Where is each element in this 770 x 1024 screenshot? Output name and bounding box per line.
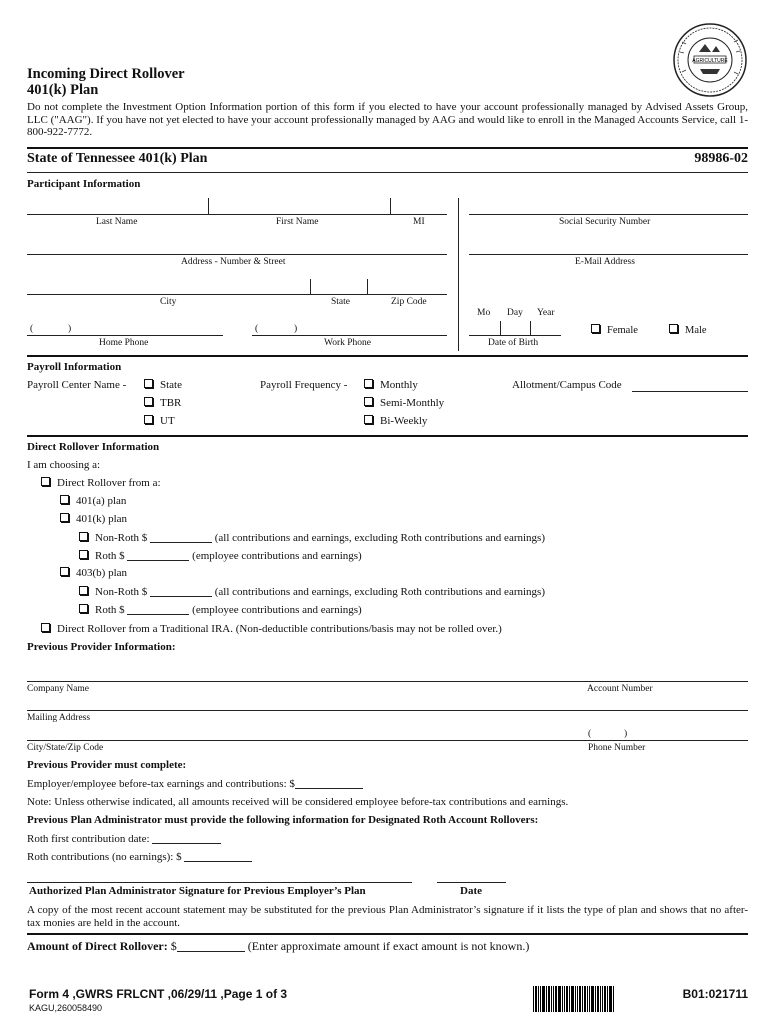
phone-paren-open: (	[588, 729, 592, 739]
center-label: State	[160, 379, 182, 391]
frequency-checkbox[interactable]	[364, 397, 373, 406]
plan-number: 98986-02	[694, 151, 748, 166]
amount-field[interactable]	[177, 940, 245, 952]
field-separator	[367, 279, 368, 294]
non-roth-label: Non-Roth $	[95, 532, 148, 544]
home-phone-field[interactable]	[27, 335, 223, 336]
amount-label: Amount of Direct Rollover:	[27, 939, 168, 953]
form-id: Form 4 ,GWRS FRLCNT ,06/29/11 ,Page 1 of 3	[29, 987, 288, 1001]
rollover-checkbox[interactable]	[41, 477, 50, 486]
female-checkbox[interactable]	[591, 324, 600, 333]
roth-checkbox[interactable]	[79, 550, 88, 559]
barcode-bar	[562, 986, 563, 1012]
non-roth-403b-option[interactable]	[79, 585, 545, 598]
barcode-bar	[587, 986, 588, 1012]
barcode-bar	[540, 986, 541, 1012]
payroll-heading: Payroll Information	[27, 361, 122, 373]
roth-amount-field[interactable]	[127, 603, 189, 615]
barcode-bar	[589, 986, 590, 1012]
female-option[interactable]	[591, 324, 638, 336]
allotment-label: Allotment/Campus Code	[512, 379, 622, 391]
roth-first-label: Roth first contribution date:	[27, 833, 150, 845]
allotment-field[interactable]	[632, 391, 748, 392]
signature-field[interactable]	[27, 882, 412, 883]
ira-option[interactable]	[41, 623, 502, 635]
barcode-bar	[564, 986, 565, 1012]
frequency-option-monthly[interactable]	[364, 379, 418, 391]
must-complete-heading: Previous Provider must complete:	[27, 759, 187, 771]
frequency-option-biweekly[interactable]	[364, 415, 427, 427]
work-phone-label: Work Phone	[324, 338, 371, 348]
email-field[interactable]	[469, 254, 748, 255]
barcode-bar	[555, 986, 557, 1012]
barcode-bar	[579, 986, 581, 1012]
work-phone-paren-open: (	[255, 324, 259, 334]
barcode-bar	[591, 986, 594, 1012]
roth-checkbox[interactable]	[79, 604, 88, 613]
city-state-zip-label: City/State/Zip Code	[27, 743, 104, 753]
plan-checkbox[interactable]	[60, 513, 69, 522]
barcode-bar	[584, 986, 586, 1012]
roth-first-row	[27, 832, 221, 845]
frequency-option-semimonthly[interactable]	[364, 397, 444, 409]
home-phone-paren-close: )	[68, 324, 72, 334]
mi-label: MI	[413, 217, 425, 227]
plan-label: 403(b) plan	[76, 567, 128, 579]
non-roth-amount-field[interactable]	[150, 531, 212, 543]
frequency-label: Bi-Weekly	[380, 415, 428, 427]
non-roth-note: (all contributions and earnings, excluding Roth contributions and earnings)	[214, 586, 545, 598]
divider	[27, 172, 748, 173]
company-label: Company Name	[27, 684, 90, 694]
non-roth-401k-option[interactable]	[79, 531, 545, 544]
day-label: Day	[507, 308, 523, 318]
divider	[27, 147, 748, 149]
company-field[interactable]	[27, 681, 748, 682]
divider	[27, 355, 748, 357]
address-field[interactable]	[27, 254, 447, 255]
amount-row	[27, 939, 529, 954]
roth-contrib-row	[27, 850, 252, 863]
barcode-bar	[546, 986, 547, 1012]
employer-contrib-label: Employer/employee before-tax earnings and contributions: $	[27, 778, 295, 790]
plan-401k-option[interactable]	[60, 513, 127, 525]
ssn-field[interactable]	[469, 214, 748, 215]
barcode-bar	[613, 986, 614, 1012]
provider-heading: Previous Provider Information:	[27, 641, 176, 653]
copy-note: A copy of the most recent account statement may be substituted for the previous Plan Administrator’s signature if it lists the type of plan and shows that no after-tax monies are held in the account.	[27, 904, 748, 929]
home-phone-label: Home Phone	[99, 338, 149, 348]
rollover-from-option[interactable]	[41, 477, 161, 489]
barcode-bar	[551, 986, 552, 1012]
mailing-label: Mailing Address	[27, 713, 91, 723]
barcode-bar	[538, 986, 539, 1012]
signature-label: Authorized Plan Administrator Signature for Previous Employer’s Plan	[29, 885, 366, 897]
note-text: Note: Unless otherwise indicated, all amounts received will be considered employee before-tax contributions and earnings.	[27, 796, 569, 808]
rollover-label: Direct Rollover from a:	[57, 477, 161, 489]
year-label: Year	[537, 308, 555, 318]
barcode-bar	[548, 986, 550, 1012]
center-label: TBR	[160, 397, 182, 409]
non-roth-label: Non-Roth $	[95, 586, 148, 598]
barcode-bar	[542, 986, 545, 1012]
dob-field[interactable]	[469, 335, 561, 336]
frequency-checkbox[interactable]	[364, 379, 373, 388]
barcode-bar	[575, 986, 576, 1012]
roth-403b-option[interactable]	[79, 603, 362, 616]
seal-text: AGRICULTURE	[692, 58, 728, 64]
non-roth-checkbox[interactable]	[79, 532, 88, 541]
barcode-bar	[571, 986, 574, 1012]
roth-amount-field[interactable]	[127, 549, 189, 561]
last-name-label: Last Name	[96, 217, 138, 227]
state-seal-icon	[672, 22, 748, 98]
amount-dollar: $	[170, 939, 177, 953]
account-label: Account Number	[587, 684, 653, 694]
divider	[27, 933, 748, 935]
roth-contrib-label: Roth contributions (no earnings): $	[27, 851, 182, 863]
kagu-code: KAGU,260058490	[29, 1003, 103, 1013]
form-code: B01:021711	[682, 987, 748, 1001]
ira-label: Direct Rollover from a Traditional IRA. (Non-deductible contributions/basis may not be rolled over.)	[57, 623, 502, 635]
roth-401k-option[interactable]	[79, 549, 362, 562]
center-option-tbr[interactable]	[144, 397, 181, 409]
form-subtitle: 401(k) Plan	[27, 82, 99, 98]
non-roth-note: (all contributions and earnings, excluding Roth contributions and earnings)	[214, 532, 545, 544]
plan-label: 401(k) plan	[76, 513, 128, 525]
mailing-field[interactable]	[27, 710, 748, 711]
date-field[interactable]	[437, 882, 506, 883]
phone-paren-close: )	[624, 729, 628, 739]
frequency-checkbox[interactable]	[364, 415, 373, 424]
amount-note: (Enter approximate amount if exact amount is not known.)	[247, 939, 530, 953]
barcode-bar	[533, 986, 534, 1012]
barcode-bar	[566, 986, 568, 1012]
date-label: Date	[460, 885, 482, 897]
participant-heading: Participant Information	[27, 178, 141, 190]
roth-note: (employee contributions and earnings)	[192, 550, 362, 562]
ssn-label: Social Security Number	[559, 217, 651, 227]
field-separator	[390, 198, 391, 214]
name-field[interactable]	[27, 214, 447, 215]
roth-contrib-field[interactable]	[184, 850, 252, 862]
male-label: Male	[685, 325, 707, 336]
city-label: City	[160, 297, 177, 307]
field-separator	[500, 321, 501, 335]
frequency-label: Monthly	[380, 379, 418, 391]
intro-paragraph: Do not complete the Investment Option Information portion of this form if you elected to have your account professionally managed by Advised Assets Group, LLC ("AAG"). If you have not yet elected to have your account professionally managed by AAG and would like to enroll in the Managed Accounts Service, call 1-800-922-7772.	[27, 101, 748, 138]
center-option-state[interactable]	[144, 379, 182, 391]
barcode-bar	[607, 986, 608, 1012]
roth-label: Roth $	[95, 604, 125, 616]
rollover-heading: Direct Rollover Information	[27, 441, 160, 453]
center-label: UT	[160, 415, 175, 427]
employer-contrib-row	[27, 777, 363, 790]
plan-label: 401(a) plan	[76, 495, 127, 507]
ira-checkbox[interactable]	[41, 623, 50, 632]
roth-first-field[interactable]	[152, 832, 221, 844]
male-checkbox[interactable]	[669, 324, 678, 333]
frequency-label: Semi-Monthly	[380, 397, 445, 409]
zip-label: Zip Code	[391, 297, 427, 307]
barcode-bar	[582, 986, 583, 1012]
mo-label: Mo	[477, 308, 491, 318]
plan-checkbox[interactable]	[60, 567, 69, 576]
phone-label: Phone Number	[588, 743, 646, 753]
first-name-label: First Name	[276, 217, 319, 227]
plan-name: State of Tennessee 401(k) Plan	[27, 151, 208, 166]
city-field[interactable]	[27, 294, 447, 295]
roth-note: (employee contributions and earnings)	[192, 604, 362, 616]
barcode-bar	[553, 986, 554, 1012]
barcode-bar	[600, 986, 601, 1012]
center-checkbox[interactable]	[144, 397, 153, 406]
column-divider	[458, 198, 459, 351]
form-title: Incoming Direct Rollover	[27, 66, 185, 82]
home-phone-paren-open: (	[30, 324, 34, 334]
barcode-bar	[535, 986, 537, 1012]
barcode-bar	[602, 986, 603, 1012]
plan-checkbox[interactable]	[60, 495, 69, 504]
barcode-bar	[609, 986, 612, 1012]
admin-heading: Previous Plan Administrator must provide the following information for Designated Roth Account Rollovers:	[27, 814, 539, 826]
roth-label: Roth $	[95, 550, 125, 562]
dob-label: Date of Birth	[488, 338, 539, 348]
payroll-frequency-label: Payroll Frequency -	[260, 379, 348, 391]
barcode-bar	[597, 986, 599, 1012]
center-checkbox[interactable]	[144, 379, 153, 388]
barcode-bar	[569, 986, 570, 1012]
field-separator	[310, 279, 311, 294]
field-separator	[530, 321, 531, 335]
center-option-ut[interactable]	[144, 415, 175, 427]
barcode-bar	[604, 986, 606, 1012]
non-roth-amount-field[interactable]	[150, 585, 212, 597]
center-checkbox[interactable]	[144, 415, 153, 424]
address-label: Address - Number & Street	[181, 257, 286, 267]
choosing-text: I am choosing a:	[27, 459, 101, 471]
work-phone-paren-close: )	[294, 324, 298, 334]
plan-403b-option[interactable]	[60, 567, 127, 579]
payroll-center-label: Payroll Center Name -	[27, 379, 127, 391]
city-state-zip-field[interactable]	[27, 740, 748, 741]
employer-contrib-field[interactable]	[295, 777, 363, 789]
email-label: E-Mail Address	[575, 257, 635, 267]
state-label: State	[331, 297, 350, 307]
female-label: Female	[607, 325, 638, 336]
male-option[interactable]	[669, 324, 707, 336]
work-phone-field[interactable]	[252, 335, 447, 336]
non-roth-checkbox[interactable]	[79, 586, 88, 595]
field-separator	[208, 198, 209, 214]
divider	[27, 435, 748, 437]
barcode-bar	[577, 986, 578, 1012]
plan-401a-option[interactable]	[60, 495, 126, 507]
barcode-bar	[558, 986, 561, 1012]
barcode	[533, 986, 615, 1012]
barcode-bar	[595, 986, 596, 1012]
